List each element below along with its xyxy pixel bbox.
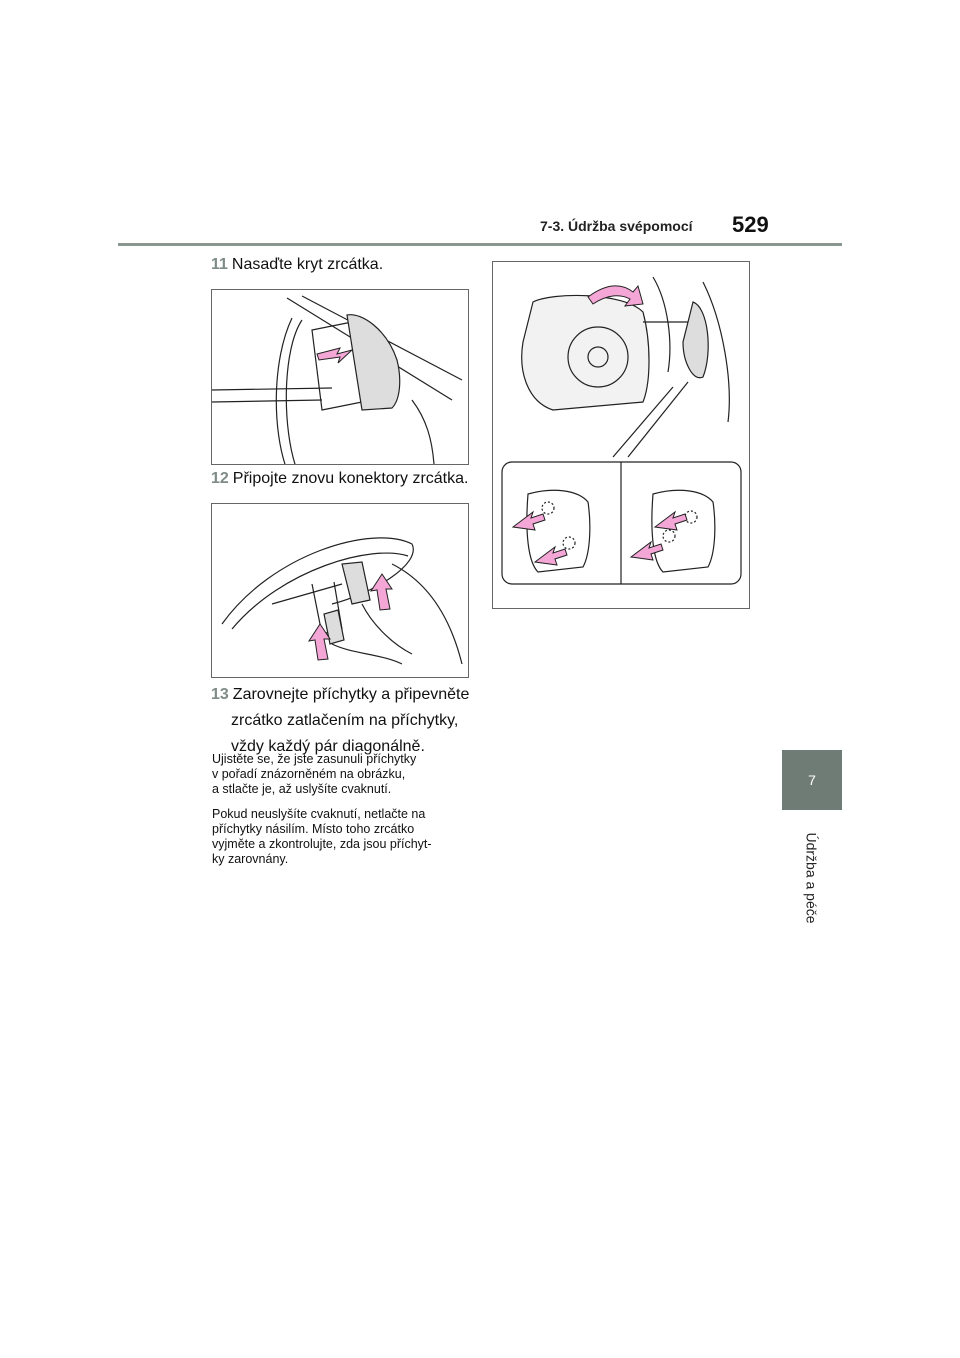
note-line: Pokud neuslyšíte cvaknutí, netlačte na [212,807,426,821]
note-paragraph-2 [212,807,477,867]
push-arrow-icon [317,348,352,363]
section-title: 7-3. Údržba svépomocí [540,218,693,234]
page-number: 529 [732,212,769,237]
chapter-title: Údržba a péče [804,832,820,924]
chapter-tab[interactable] [782,750,842,810]
step-13 [211,682,481,760]
step-11 [211,252,383,278]
mirror-clips-illustration [493,262,749,608]
note-line: ky zarovnány. [212,852,289,866]
figure-mirror-cover [211,289,469,465]
note-line: vyjměte a zkontrolujte, zda jsou příchyt- [212,837,432,851]
note-line: v pořadí znázorněném na obrázku, [212,767,406,781]
step-text: Připojte znovu konektory zrcátka. [232,470,469,487]
note-line: a stlačte je, až uslyšíte cvaknutí. [212,782,392,796]
header-divider [118,243,842,246]
step-number: 11 [211,256,228,273]
chapter-number: 7 [808,772,816,788]
step-text-line: zrcátko zatlačením na příchytky, [231,712,459,729]
chapter-title-vertical [760,826,864,930]
step-text: Nasaďte kryt zrcátka. [231,256,384,273]
step-number: 12 [211,470,229,487]
step-text-line: Zarovnejte příchytky a připevněte [232,686,470,703]
step-number: 13 [211,686,229,703]
note-line: Ujistěte se, že jste zasunuli příchytky [212,752,417,766]
note-paragraph-1 [212,752,477,797]
step-12 [211,466,468,492]
step-text-line: vždy každý pár diagonálně. [231,738,425,755]
note-line: příchytky násilím. Místo toho zrcátko [212,822,415,836]
mirror-cover-illustration [212,290,468,464]
figure-mirror-clips [492,261,750,609]
figure-mirror-connectors [211,503,469,678]
connectors-illustration [212,504,468,677]
